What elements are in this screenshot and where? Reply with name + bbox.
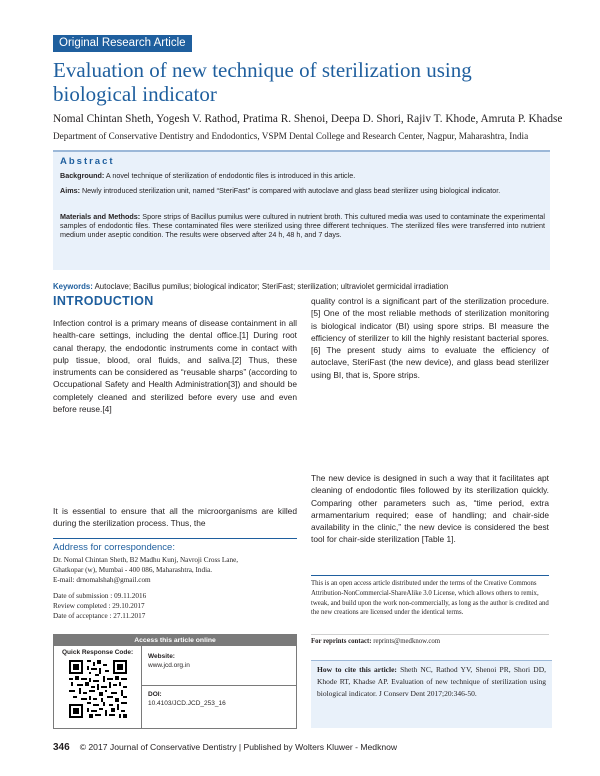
correspondence-heading: Address for correspondence: [53, 538, 297, 553]
cite-text: Sheth NC, Rathod YV, Shenoi PR, Shori DD, Khode RT, Khadse AP. Evaluation of new technique of sterilization using biological indicator. J Conserv Dent 2017;20:346-50. [317, 665, 546, 698]
intro-paragraph-1: Infection control is a primary means of disease containment in all health-care settings, including the dental office.[1] During root canal therapy, the endodontic instruments come in contact with pulp tissue, blood, oral fluids, and saliva.[2] Thus, these instruments can be considered as “reusable sharps” (according to Occupational Safety and Health Administration[3]) and should be completely cleaned and sterilized before every use and even before reuse.[4] [53, 318, 297, 415]
qr-code-icon[interactable] [69, 660, 127, 718]
reprints-note [311, 634, 549, 645]
aims-text: Newly introduced sterilization unit, named “SteriFast” is compared with autoclave and glass bead sterilizer using biological indicator. [79, 186, 501, 195]
correspondence-line: Ghatkopar (w), Mumbai - 400 086, Maharashtra, India. [53, 566, 213, 574]
website-label: Website: [148, 653, 175, 660]
abstract-aims [60, 186, 545, 195]
date-review: Review completed : 29.10.2017 [53, 602, 145, 610]
correspondence-block [53, 538, 297, 621]
article-title: Evaluation of new technique of sterilization using biological indicator [53, 58, 472, 106]
access-heading: Access this article online [54, 635, 296, 646]
author-list: Nomal Chintan Sheth, Yogesh V. Rathod, Pratima R. Shenoi, Deepa D. Shori, Rajiv T. Khode, Amruta P. Khadse [53, 113, 563, 125]
date-submission: Date of submission : 09.11.2016 [53, 592, 147, 600]
correspondence-email[interactable]: E-mail: drnomalshah@gmail.com [53, 576, 151, 584]
date-acceptance: Date of acceptance : 27.11.2017 [53, 612, 146, 620]
background-label: Background: [60, 171, 105, 180]
affiliation: Department of Conservative Dentistry and Endodontics, VSPM Dental College and Research Center, Nagpur, Maharashtra, India [53, 131, 529, 141]
page-number: 346 [53, 742, 70, 753]
abstract-heading: Abstract [60, 156, 115, 167]
doi-label: DOI: [148, 691, 162, 698]
keywords [53, 282, 550, 291]
article-type-label: Original Research Article [53, 35, 192, 52]
correspondence-line: Dr. Nomal Chintan Sheth, B2 Madhu Kunj, Navroji Cross Lane, [53, 556, 239, 564]
background-text: A novel technique of sterilization of endodontic files is introduced in this article. [104, 171, 356, 180]
abstract-box [53, 150, 550, 270]
page-footer [53, 742, 397, 753]
methods-label: Materials and Methods: [60, 212, 141, 221]
cite-label: How to cite this article: [317, 665, 397, 674]
qr-area [54, 646, 142, 729]
reprints-label: For reprints contact: [311, 638, 372, 645]
aims-label: Aims: [60, 186, 80, 195]
abstract-background [60, 171, 545, 180]
doi-link[interactable]: 10.4103/JCD.JCD_253_16 [148, 700, 226, 707]
keywords-text: Autoclave; Bacillus pumilus; biological indicator; SteriFast; sterilization; ultraviolet germicidal irradiation [92, 282, 449, 291]
divider [142, 685, 297, 686]
introduction-heading: INTRODUCTION [53, 294, 154, 308]
qr-label: Quick Response Code: [62, 649, 134, 656]
abstract-methods [60, 212, 545, 240]
intro-paragraph-2: It is essential to ensure that all the microorganisms are killed during the sterilization process. Thus, the [53, 506, 297, 529]
intro-paragraph-4: The new device is designed in such a way that it facilitates apt cleaning of endodontic files followed by its sterilization quickly. Comparing other parameters such as, “time period, extra armamentarium required; ease of handling; and chair-side availability in the clinic,” the new device is considered the best tool for chair-side sterilization [Table 1]. [311, 473, 549, 545]
footer-text: © 2017 Journal of Conservative Dentistry | Published by Wolters Kluwer - Medknow [79, 742, 398, 752]
access-online-box [53, 634, 297, 729]
methods-text: Spore strips of Bacillus pumilus were cultured in nutrient broth. This cultured media was used to contaminate the experimental samples of endodontic files. These contaminated files were sterilized using three different techniques. The sterilized files were transferred into nutrient medium under aseptic condition. The results were observed after 24 h, 48 h, and 7 days. [60, 212, 545, 240]
license-note: This is an open access article distributed under the terms of the Creative Commons Attribution-NonCommercial-ShareAlike 3.0 License, which allows others to remix, tweak, and build upon the work non-commercially, as long as the author is credited and the new creations are licensed under the identical terms. [311, 575, 549, 618]
reprints-email[interactable]: reprints@medknow.com [371, 638, 441, 645]
website-link[interactable]: www.jcd.org.in [148, 662, 190, 669]
intro-paragraph-3: quality control is a significant part of the sterilization procedure.[5] One of the most reliable methods of sterilization monitoring is biological indicator (BI) using spore strips. BI measure the efficiency of sterilizer to kill the highly resistant bacterial spores.[6] The present study aims to evaluate the efficiency of autoclave, SteriFast (the new device), and glass bead sterilizer using BI, that is, Spore strips. [311, 296, 549, 380]
keywords-label: Keywords: [53, 282, 93, 291]
citation-box [311, 660, 552, 728]
